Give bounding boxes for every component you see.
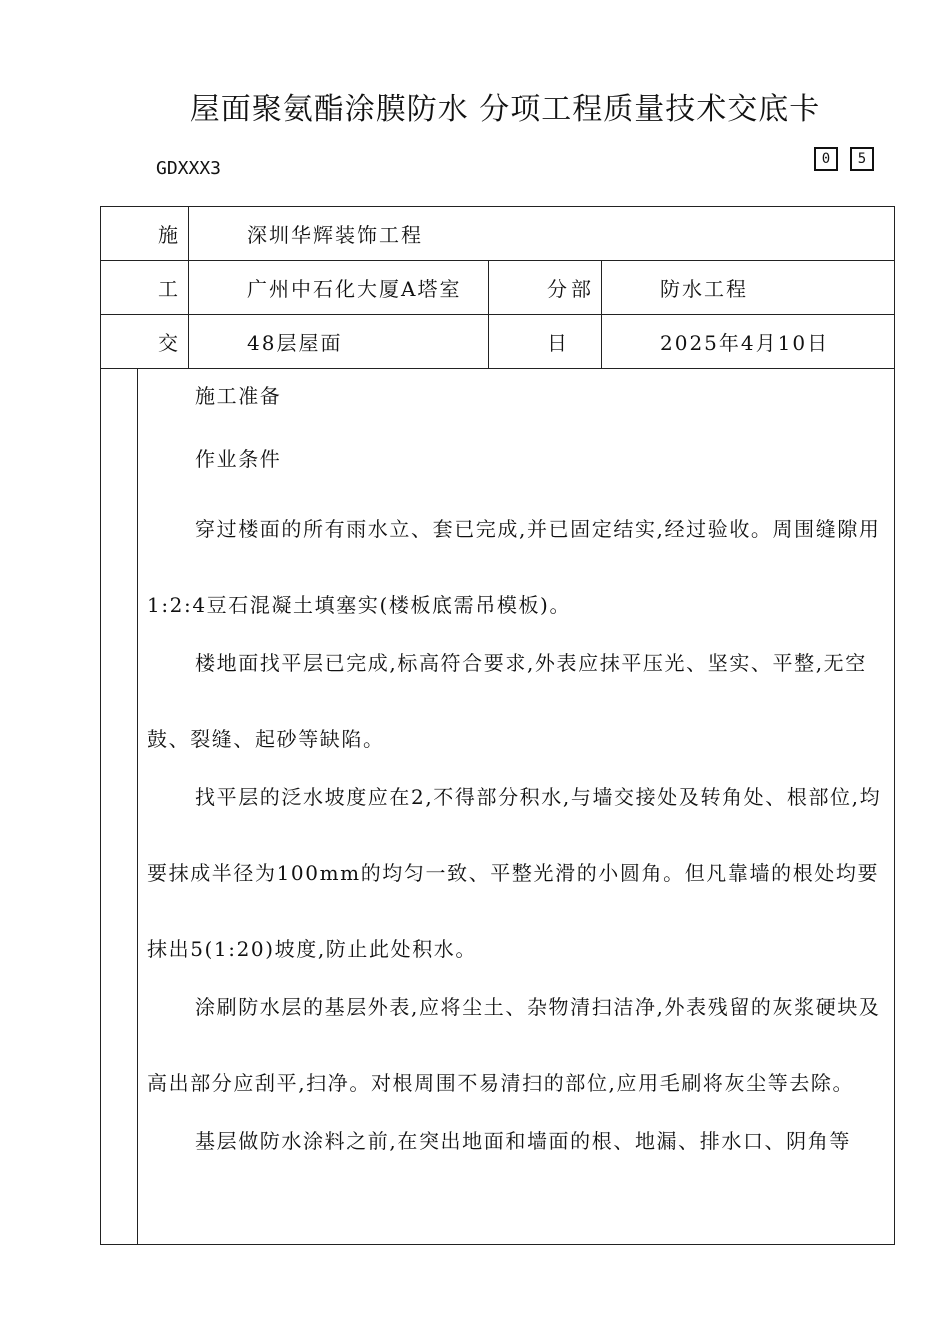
form-row-location [101, 315, 894, 369]
page-box-1: 0 [814, 147, 838, 171]
division-label: 分部 [489, 261, 602, 314]
left-strip-divider [137, 369, 138, 1244]
construction-unit-value: 深圳华辉装饰工程 [247, 223, 423, 247]
disclosure-form [100, 206, 895, 1245]
paragraph: 穿过楼面的所有雨水立、套已完成,并已固定结实,经过验收。周围缝隙用1:2:4豆石混凝土填塞实(楼板底需吊模板)。 [147, 517, 881, 617]
subsection-heading: 作业条件 [195, 447, 282, 471]
form-row-construction [101, 207, 894, 261]
page-title: 屋面聚氨酯涂膜防水 分项工程质量技术交底卡 [189, 92, 821, 127]
project-name-value: 广州中石化大厦A塔室 [189, 261, 489, 314]
disclosure-content [101, 369, 894, 1244]
section-heading: 施工准备 [195, 384, 282, 408]
row-label: 交 [101, 315, 189, 368]
row-label: 工 [101, 261, 189, 314]
paragraph: 找平层的泛水坡度应在2,不得部分积水,与墙交接处及转角处、根部位,均要抹成半径为100mm的均匀一致、平整光滑的小圆角。但凡靠墙的根处均要抹出5(1:20)坡度,防止此处积水。 [147, 785, 882, 961]
form-row-project [101, 261, 894, 315]
page-box-2: 5 [850, 147, 874, 171]
content-text [147, 383, 887, 1179]
paragraph: 基层做防水涂料之前,在突出地面和墙面的根、地漏、排水口、阴角等 [195, 1129, 851, 1153]
row-label: 施 [101, 207, 189, 260]
division-value: 防水工程 [660, 277, 748, 301]
paragraph: 涂刷防水层的基层外表,应将尘土、杂物清扫洁净,外表残留的灰浆硬块及高出部分应刮平,扫净。对根周围不易清扫的部位,应用毛刷将灰尘等去除。 [147, 995, 881, 1095]
page-number-boxes [814, 147, 874, 171]
document-code: GDXXX3 [156, 158, 222, 179]
date-label: 日 [489, 315, 602, 368]
paragraph: 楼地面找平层已完成,标高符合要求,外表应抹平压光、坚实、平整,无空鼓、裂缝、起砂等缺陷。 [147, 651, 867, 751]
location-value: 48层屋面 [189, 315, 489, 368]
date-value: 2025年4月10日 [660, 331, 830, 355]
